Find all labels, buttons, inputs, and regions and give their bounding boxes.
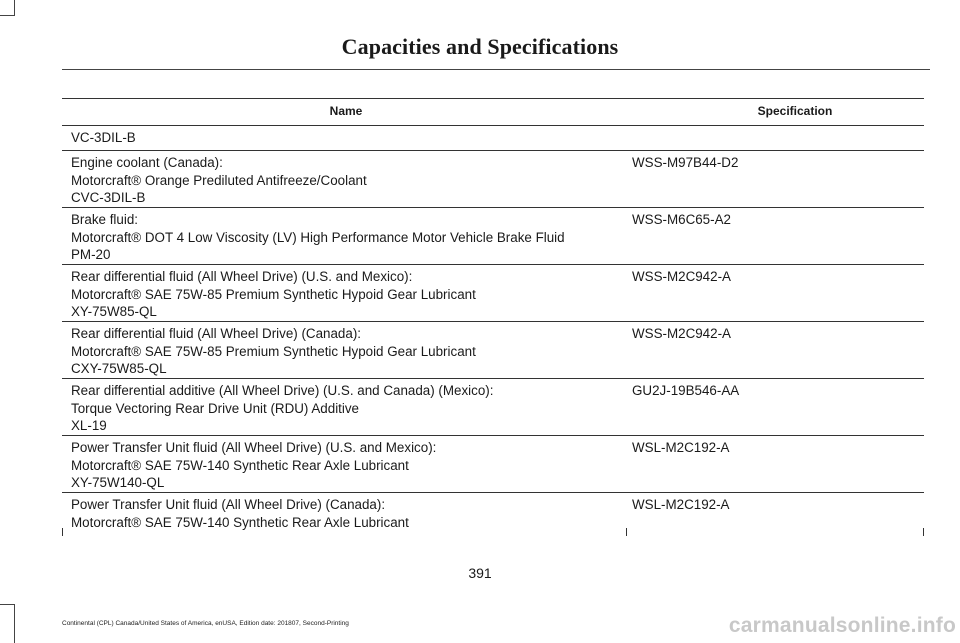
name-line: XY-75W85-QL [71, 304, 157, 319]
spec-cell: WSS-M6C65-A2 [626, 208, 924, 265]
name-line: Motorcraft® Orange Prediluted Antifreeze/Coolant [71, 172, 367, 188]
name-cell [62, 265, 626, 322]
table-row [62, 493, 924, 537]
spec-cell: GU2J-19B546-AA [626, 379, 924, 436]
name-cell [62, 436, 626, 493]
name-cell [62, 208, 626, 265]
table-edge-tick-mid [626, 528, 627, 536]
name-line: Motorcraft® SAE 75W-85 Premium Synthetic Hypoid Gear Lubricant [71, 343, 476, 359]
page-number: 391 [468, 565, 492, 581]
name-line: PM-20 [71, 247, 111, 262]
name-line: XL-19 [71, 418, 107, 433]
column-header-name: Name [62, 99, 626, 126]
name-cell [62, 151, 626, 208]
name-line: Motorcraft® SAE 75W-140 Synthetic Rear Axle Lubricant [71, 514, 409, 530]
spec-cell: WSL-M2C192-A [632, 497, 730, 512]
name-line: CVC-3DIL-B [71, 190, 146, 205]
table-row [62, 151, 924, 208]
table-row [62, 436, 924, 493]
edition-footer: Continental (CPL) Canada/United States of America, enUSA, Edition date: 201807, Second-Printing [62, 620, 349, 627]
name-cell [62, 493, 626, 537]
name-line: Power Transfer Unit fluid (All Wheel Drive) (Canada): [71, 497, 386, 512]
crop-mark-bottom-left-h [0, 604, 15, 605]
title-divider [62, 69, 930, 70]
spec-cell: WSL-M2C192-A [626, 436, 924, 493]
table-edge-tick-left [62, 528, 63, 536]
name-line: Power Transfer Unit fluid (All Wheel Drive) (U.S. and Mexico): [71, 440, 437, 455]
name-line: Rear differential fluid (All Wheel Drive) (U.S. and Mexico): [71, 269, 413, 284]
name-line: Engine coolant (Canada): [71, 155, 223, 170]
spec-cell: WSS-M97B44-D2 [626, 151, 924, 208]
name-cell [62, 379, 626, 436]
table-row [62, 126, 924, 151]
table-row [62, 322, 924, 379]
spec-cell [626, 126, 924, 151]
table-row [62, 265, 924, 322]
table-row [62, 208, 924, 265]
column-header-specification: Specification [626, 99, 924, 126]
name-line: Motorcraft® SAE 75W-140 Synthetic Rear Axle Lubricant [71, 457, 409, 473]
name-line: Rear differential fluid (All Wheel Drive) (Canada): [71, 326, 361, 341]
table-header-row [62, 99, 924, 126]
page-title: Capacities and Specifications [341, 34, 619, 59]
spec-cell: WSS-M2C942-A [626, 322, 924, 379]
name-line: Torque Vectoring Rear Drive Unit (RDU) Additive [71, 400, 360, 416]
name-line: Rear differential additive (All Wheel Drive) (U.S. and Canada) (Mexico): [71, 383, 494, 398]
crop-mark-top-left-h [0, 15, 15, 16]
crop-mark-top-left [14, 0, 15, 16]
crop-mark-bottom-left [14, 604, 15, 643]
name-cell [62, 322, 626, 379]
name-line: Motorcraft® SAE 75W-85 Premium Synthetic Hypoid Gear Lubricant [71, 286, 476, 302]
table-edge-tick-right [923, 528, 924, 536]
name-line: VC-3DIL-B [71, 130, 136, 145]
name-line: Brake fluid: [71, 212, 138, 227]
name-line: CXY-75W85-QL [71, 361, 167, 376]
table-row [62, 379, 924, 436]
spec-cell: WSS-M2C942-A [626, 265, 924, 322]
name-line: Motorcraft® DOT 4 Low Viscosity (LV) High Performance Motor Vehicle Brake Fluid [71, 229, 565, 245]
name-line: XY-75W140-QL [71, 475, 165, 490]
specifications-table [62, 98, 924, 536]
name-cell [62, 126, 626, 151]
watermark: carmanualsonline.info [728, 614, 956, 637]
